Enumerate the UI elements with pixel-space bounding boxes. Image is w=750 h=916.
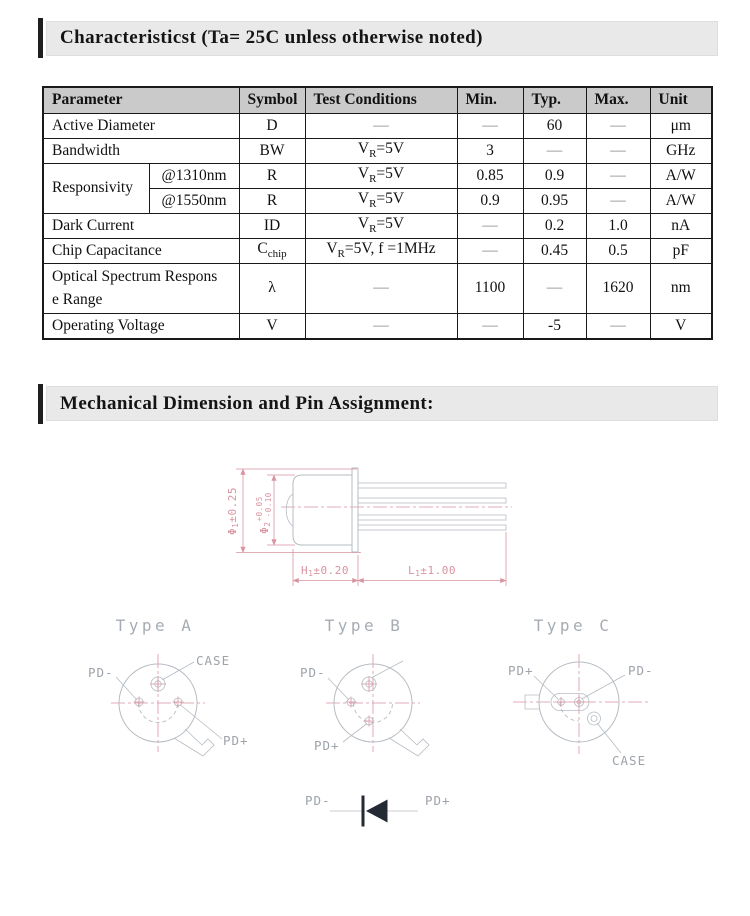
diode-triangle <box>366 799 388 822</box>
table-cell: 0.2 <box>523 213 586 238</box>
pd-minus-label: PD- <box>300 664 326 680</box>
column-header-test-conditions: Test Conditions <box>305 87 457 113</box>
tc-base: V <box>357 190 370 208</box>
pd-minus-label: PD- <box>628 662 654 678</box>
symbol-cell <box>239 238 305 263</box>
lens-arc <box>286 494 293 526</box>
condition-cell: @1310nm <box>149 163 239 188</box>
leader-line <box>180 704 222 739</box>
section-accent-bar <box>38 18 43 58</box>
param-cell: Bandwidth <box>43 138 239 163</box>
tc-rest: =5V <box>376 190 405 208</box>
table-cell: — <box>305 313 457 339</box>
leader-line <box>343 723 367 742</box>
tc-subscript: R <box>369 198 377 211</box>
l1-dimension-label: L1±1.00 <box>407 563 457 578</box>
test-condition-cell <box>305 188 457 213</box>
table-cell: — <box>586 313 650 339</box>
tc-subscript: R <box>337 248 345 261</box>
pd-plus-label: PD+ <box>425 792 451 808</box>
table-header-row <box>43 87 712 113</box>
unit-cell: pF <box>650 238 712 263</box>
unit-cell: nA <box>650 213 712 238</box>
dimension-l1 <box>358 532 506 586</box>
column-header-min: Min. <box>457 87 523 113</box>
test-condition-cell <box>305 238 457 263</box>
tc-rest: =5V <box>376 165 405 183</box>
table-row-active-diameter <box>43 113 712 138</box>
table-cell: — <box>457 113 523 138</box>
type-b-title: Type B <box>324 615 404 635</box>
condition-cell: @1550nm <box>149 188 239 213</box>
table-cell: — <box>457 238 523 263</box>
table-row-responsivity-1310 <box>43 163 712 188</box>
dimension-h1 <box>293 549 358 586</box>
table-cell: — <box>586 138 650 163</box>
column-header-max: Max. <box>586 87 650 113</box>
section-header-characteristics <box>38 18 718 58</box>
table-cell: 0.9 <box>457 188 523 213</box>
pd-plus-label: PD+ <box>508 662 534 678</box>
table-cell: — <box>586 163 650 188</box>
unit-cell: V <box>650 313 712 339</box>
tc-rest: =5V <box>376 140 405 158</box>
param-cell: Optical Spectrum Response Range <box>43 263 239 313</box>
table-cell: 0.95 <box>523 188 586 213</box>
case-label: CASE <box>612 752 647 768</box>
type-a-title: Type A <box>115 615 195 635</box>
unit-cell: A/W <box>650 163 712 188</box>
table-cell: — <box>586 113 650 138</box>
datasheet-page <box>0 18 750 916</box>
leader-line <box>597 723 621 753</box>
symbol-cell: V <box>239 313 305 339</box>
table-row-chip-capacitance <box>43 238 712 263</box>
package-side-view <box>226 468 512 586</box>
table-cell: 1620 <box>586 263 650 313</box>
lead-pin <box>358 515 506 520</box>
leader-line <box>372 661 403 678</box>
index-tab <box>389 729 429 756</box>
column-header-unit: Unit <box>650 87 712 113</box>
section-header-mechanical <box>38 384 718 424</box>
leader-line <box>328 678 349 700</box>
column-header-typ: Typ. <box>523 87 586 113</box>
table-cell: 0.9 <box>523 163 586 188</box>
unit-cell: GHz <box>650 138 712 163</box>
table-cell: 0.45 <box>523 238 586 263</box>
param-cell: Responsivity <box>43 163 149 213</box>
tc-base: V <box>357 165 370 183</box>
table-cell: 1.0 <box>586 213 650 238</box>
dimension-phi2 <box>255 475 295 545</box>
table-cell: — <box>457 313 523 339</box>
param-cell: Active Diameter <box>43 113 239 138</box>
pin-cross <box>150 676 166 692</box>
mechanical-drawing <box>0 433 750 845</box>
table-cell: 60 <box>523 113 586 138</box>
tc-base: V <box>357 140 370 158</box>
table-cell: — <box>586 188 650 213</box>
phi1-dimension-label: Φ1±0.25 <box>226 486 240 535</box>
type-a-diagram <box>88 616 249 756</box>
unit-cell: μm <box>650 113 712 138</box>
symbol-cell: ID <box>239 213 305 238</box>
tc-subscript: R <box>369 148 377 161</box>
test-condition-cell <box>305 138 457 163</box>
can-flange <box>352 468 358 552</box>
index-tab <box>174 729 214 756</box>
symbol-cell: R <box>239 163 305 188</box>
tc-rest: =5V <box>376 215 405 233</box>
characteristics-table <box>42 86 713 340</box>
param-cell: Operating Voltage <box>43 313 239 339</box>
symbol-cell: λ <box>239 263 305 313</box>
table-cell: 1100 <box>457 263 523 313</box>
test-condition-cell <box>305 163 457 188</box>
test-condition-cell <box>305 213 457 238</box>
tc-subscript: R <box>369 223 377 236</box>
unit-cell: A/W <box>650 188 712 213</box>
column-header-symbol: Symbol <box>239 87 305 113</box>
table-row-dark-current <box>43 213 712 238</box>
section-accent-bar <box>38 384 43 424</box>
tc-base: V <box>357 215 370 233</box>
symbol-cell: D <box>239 113 305 138</box>
table-cell: 0.5 <box>586 238 650 263</box>
unit-cell: nm <box>650 263 712 313</box>
lead-pin <box>358 525 506 530</box>
h1-dimension-label: H1±0.20 <box>300 563 350 578</box>
symbol-cell: BW <box>239 138 305 163</box>
table-cell: — <box>305 113 457 138</box>
table-cell: -5 <box>523 313 586 339</box>
table-row-bandwidth <box>43 138 712 163</box>
param-cell: Chip Capacitance <box>43 238 239 263</box>
table-cell: — <box>523 138 586 163</box>
lead-pin <box>358 483 506 488</box>
case-pin <box>588 712 601 725</box>
symbol-subscript: chip <box>267 248 287 261</box>
case-label: CASE <box>196 652 231 668</box>
section-header-box <box>46 21 718 56</box>
table-cell: — <box>523 263 586 313</box>
symbol-base: C <box>257 240 268 258</box>
pin-cross <box>361 676 377 692</box>
section-title: Characteristicst (Ta= 25C unless otherwise noted) <box>60 27 483 48</box>
pd-plus-label: PD+ <box>314 737 340 753</box>
type-b-diagram <box>300 616 429 756</box>
tc-rest: =5V, f =1MHz <box>344 240 436 258</box>
table-cell: — <box>305 263 457 313</box>
table-cell: 3 <box>457 138 523 163</box>
pd-minus-label: PD- <box>88 664 114 680</box>
table-cell: 0.85 <box>457 163 523 188</box>
type-c-title: Type C <box>533 615 613 635</box>
table-row-spectrum-range <box>43 263 712 313</box>
pd-plus-label: PD+ <box>223 732 249 748</box>
tc-subscript: R <box>369 173 377 186</box>
can-body <box>293 475 352 545</box>
symbol-cell: R <box>239 188 305 213</box>
type-c-diagram <box>508 616 654 768</box>
tc-base: V <box>326 240 338 258</box>
column-header-parameter: Parameter <box>43 87 239 113</box>
table-row-operating-voltage <box>43 313 712 339</box>
table-cell: — <box>457 213 523 238</box>
param-cell: Dark Current <box>43 213 239 238</box>
photodiode-symbol <box>305 793 451 827</box>
section-title: Mechanical Dimension and Pin Assignment: <box>60 392 434 414</box>
section-header-box <box>46 386 718 421</box>
pd-minus-label: PD- <box>305 792 331 808</box>
lead-pin <box>358 498 506 503</box>
case-pin-inner <box>591 715 597 721</box>
phi2-dimension-label: $\Phi 2^{+0.05}-0.10$ <box>255 491 273 534</box>
